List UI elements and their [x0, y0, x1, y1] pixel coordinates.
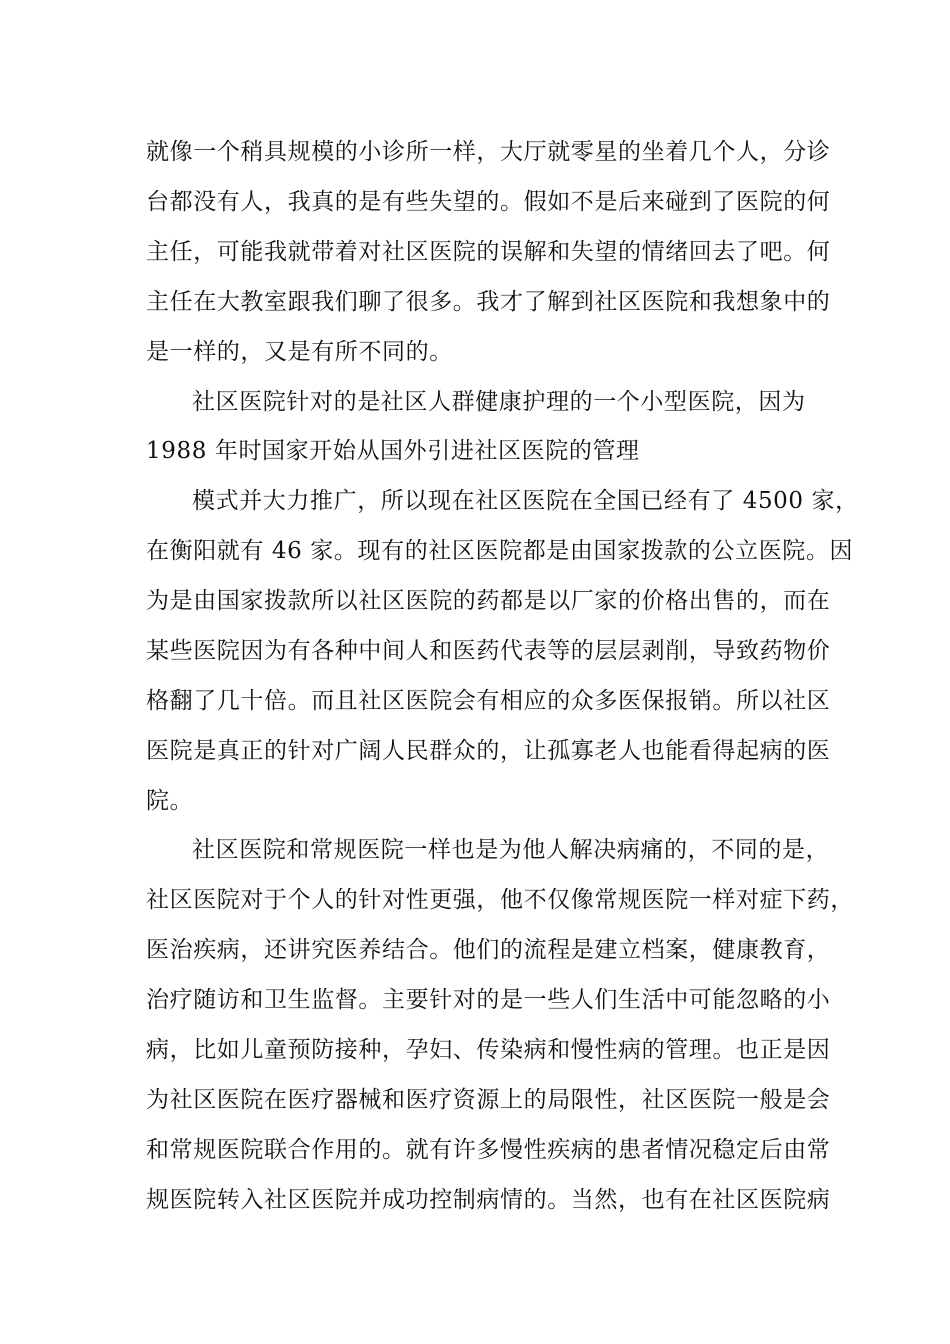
text-line: 格翻了几十倍。而且社区医院会有相应的众多医保报销。所以社区 [146, 688, 831, 714]
text-line: 为是由国家拨款所以社区医院的药都是以厂家的价格出售的，而在 [146, 588, 831, 614]
text-line: 病，比如儿童预防接种，孕妇、传染病和慢性病的管理。也正是因 [146, 1037, 831, 1063]
text-line: 为社区医院在医疗器械和医疗资源上的局限性，社区医院一般是会 [146, 1087, 831, 1113]
paragraph-first-line: 社区医院和常规医院一样也是为他人解决病痛的，不同的是， [192, 837, 830, 863]
text-line: 台都没有人，我真的是有些失望的。假如不是后来碰到了医院的何 [146, 189, 831, 215]
text-line: 医治疾病，还讲究医养结合。他们的流程是建立档案，健康教育， [146, 937, 831, 963]
text-line: 治疗随访和卫生监督。主要针对的是一些人们生活中可能忽略的小 [146, 987, 831, 1013]
text-line: 和常规医院联合作用的。就有许多慢性疾病的患者情况稳定后由常 [146, 1137, 831, 1163]
text-line: 规医院转入社区医院并成功控制病情的。当然，也有在社区医院病 [146, 1187, 831, 1213]
text-line: 医院是真正的针对广阔人民群众的，让孤寡老人也能看得起病的医 [146, 738, 831, 764]
paragraph-first-line: 社区医院针对的是社区人群健康护理的一个小型医院，因为 [192, 389, 806, 415]
text-line: 主任，可能我就带着对社区医院的误解和失望的情绪回去了吧。何 [146, 239, 831, 265]
text-line: 1988 年时国家开始从国外引进社区医院的管理 [146, 438, 640, 464]
text-line: 就像一个稍具规模的小诊所一样，大厅就零星的坐着几个人，分诊 [146, 139, 831, 165]
text-line: 在衡阳就有 46 家。现有的社区医院都是由国家拨款的公立医院。因 [146, 538, 854, 564]
paragraph-first-line: 模式并大力推广，所以现在社区医院在全国已经有了 4500 家， [192, 488, 859, 514]
text-line: 社区医院对于个人的针对性更强，他不仅像常规医院一样对症下药， [146, 887, 854, 913]
text-line: 主任在大教室跟我们聊了很多。我才了解到社区医院和我想象中的 [146, 289, 831, 315]
text-line: 是一样的，又是有所不同的。 [146, 339, 453, 365]
text-line: 院。 [146, 788, 194, 814]
text-line: 某些医院因为有各种中间人和医药代表等的层层剥削，导致药物价 [146, 638, 831, 664]
